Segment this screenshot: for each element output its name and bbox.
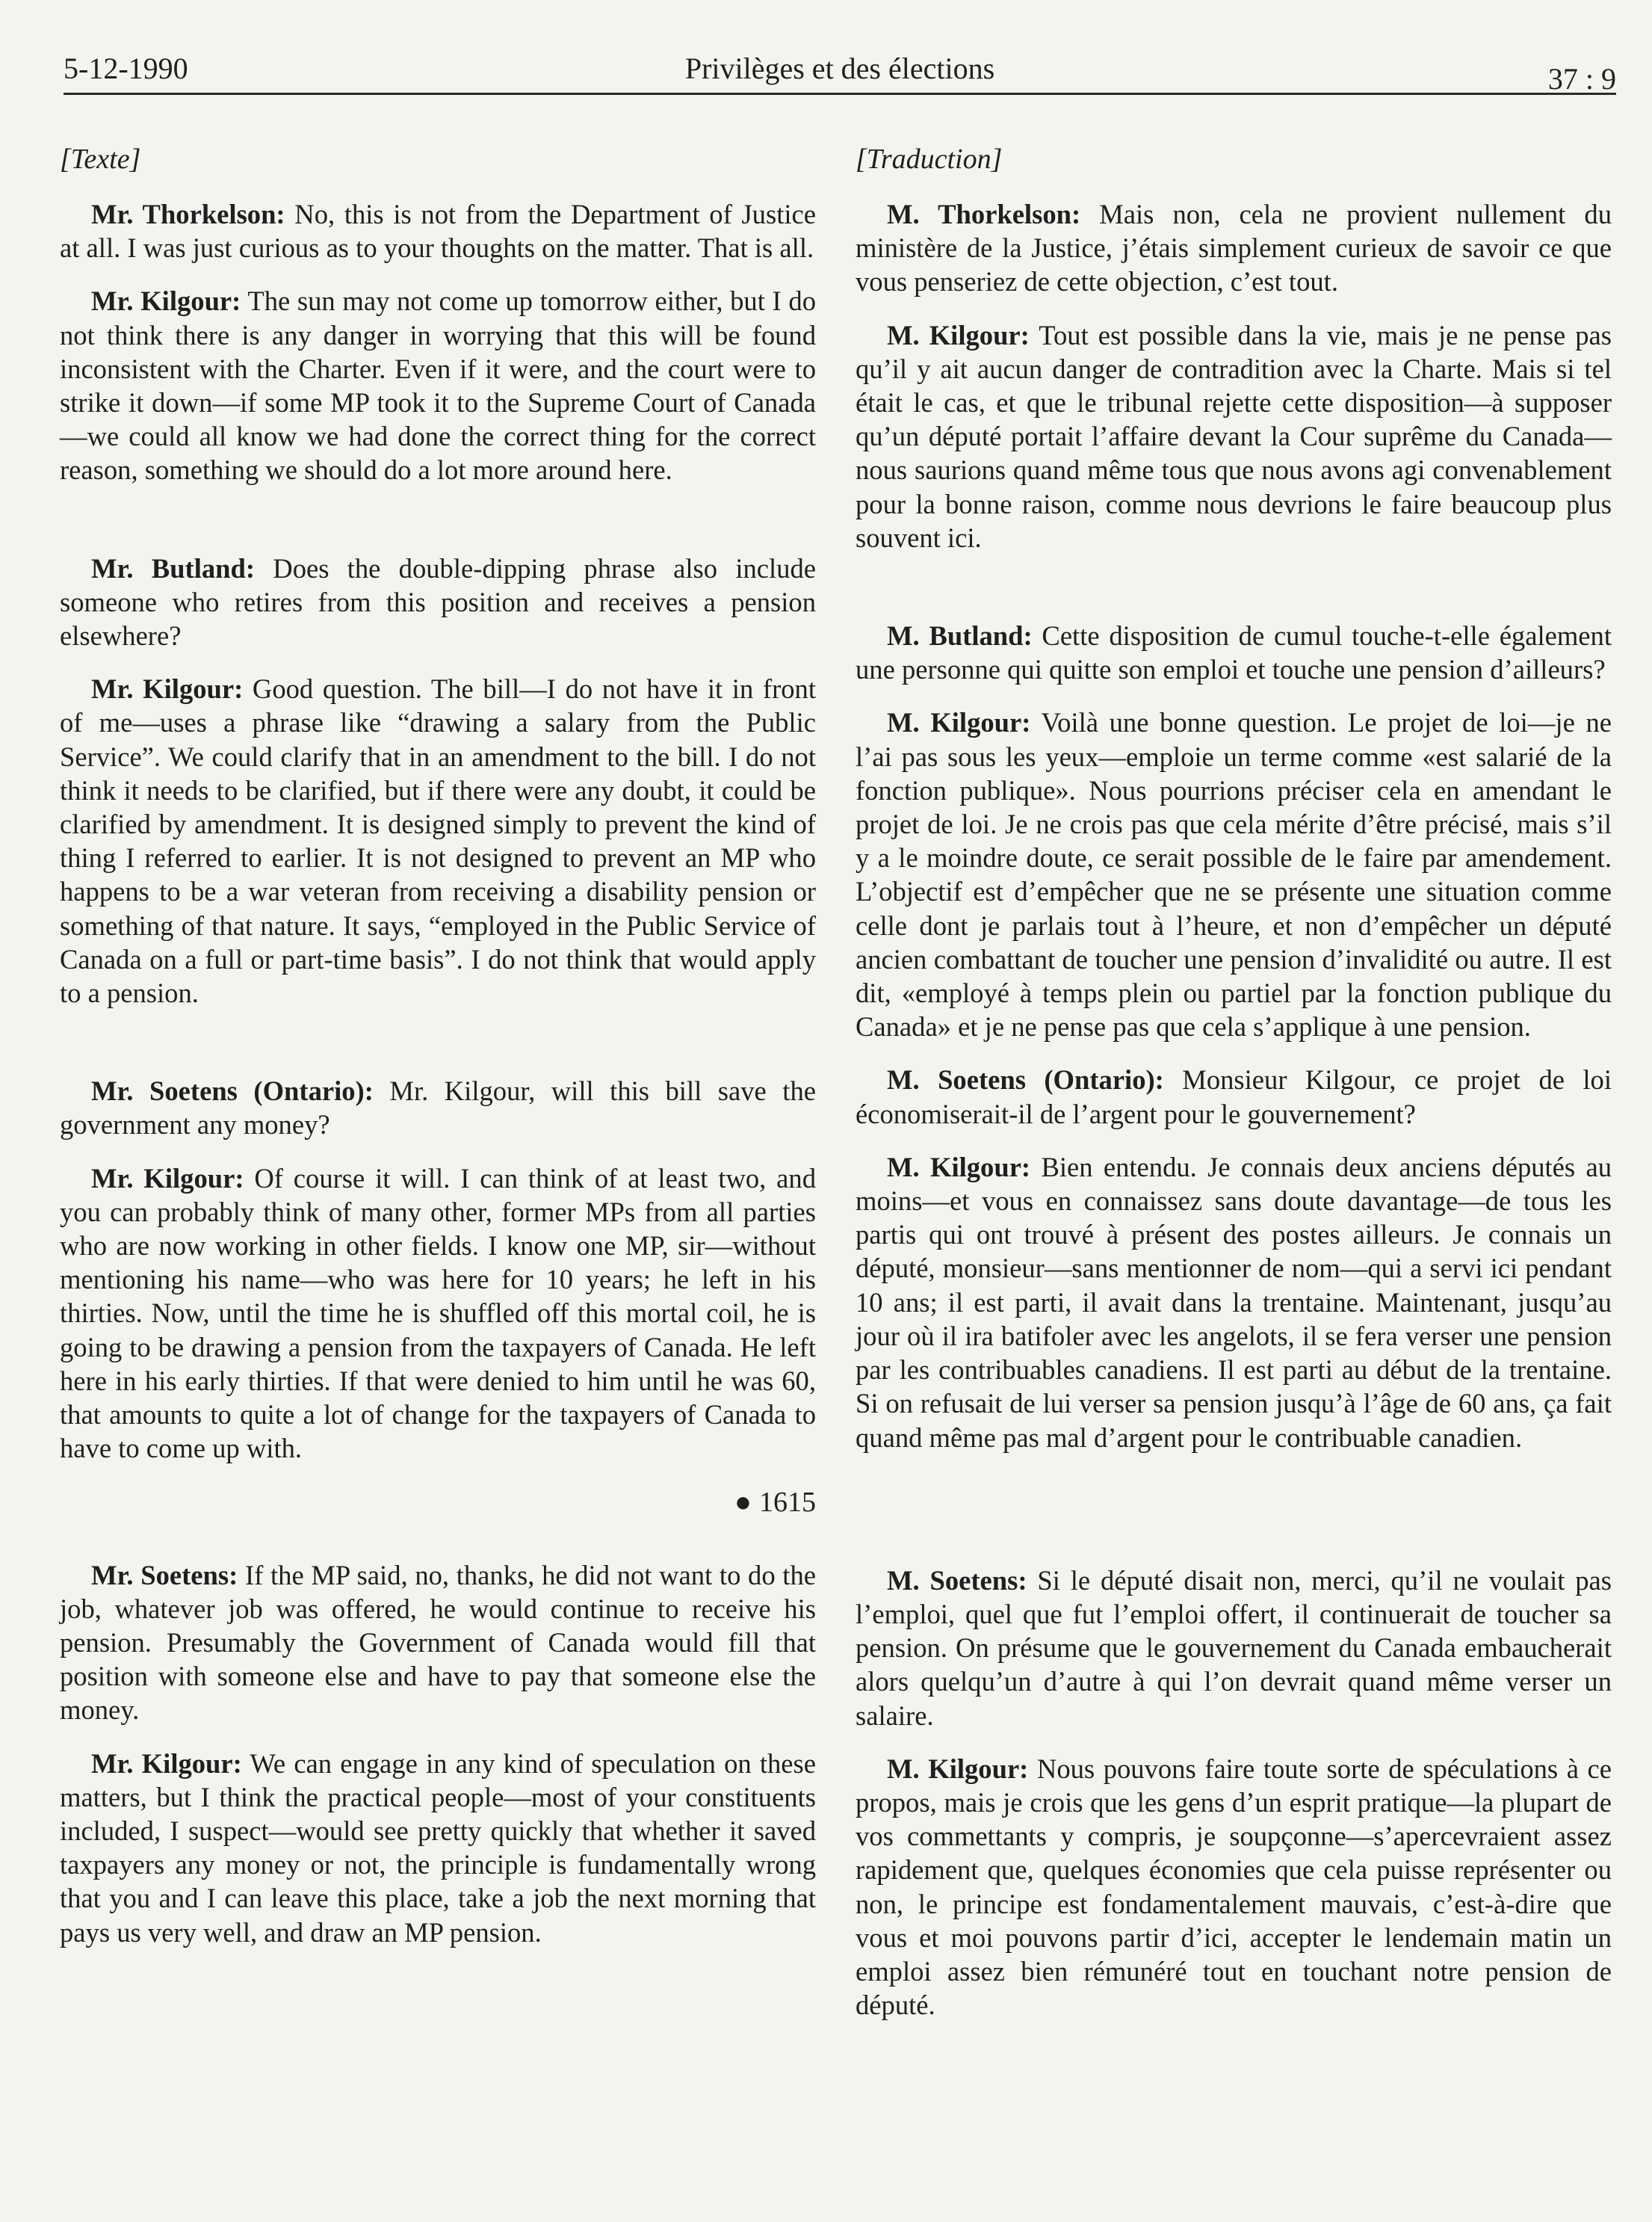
header-date: 5-12-1990 — [64, 52, 188, 85]
speech-text: Cette disposition de cumul touche-t-elle également une personne qui quitte son emploi et touche une pension d’ailleurs? — [856, 620, 1612, 685]
speaker-name: M. Soetens (Ontario): — [887, 1064, 1164, 1096]
speaker-name: M. Kilgour: — [887, 1151, 1031, 1182]
speaker-name: M. Kilgour: — [887, 1753, 1029, 1784]
speaker-name: M. Thorkelson: — [887, 199, 1081, 229]
speech-text: No, this is not from the Department of Justice at all. I was just curious as to your thoughts on the matter. That is all. — [60, 199, 816, 264]
speech-text: Does the double-dipping phrase also include someone who retires from this position and receives a pension elsewhere? — [60, 552, 816, 652]
paragraph — [60, 284, 816, 487]
paragraph — [60, 197, 816, 265]
paragraph — [60, 1161, 816, 1466]
speaker-name: Mr. Kilgour: — [91, 673, 244, 705]
speaker-name: M. Butland: — [887, 620, 1033, 652]
speaker-name: Mr. Kilgour: — [91, 1162, 244, 1194]
column-label-traduction: [Traduction] — [856, 143, 1003, 175]
speaker-name: Mr. Kilgour: — [91, 286, 241, 317]
speech-text: The sun may not come up tomorrow either, but I do not think there is any danger in worrying that this will be found inconsistent with the Charter. Even if it were, and the court were to strike it down—if some MP took it to the Supreme Court of Canada—we could all know we had done the correct thing for the correct reason, something we should do a lot more around here. — [60, 286, 816, 486]
paragraph — [856, 706, 1612, 1043]
speech-text: Monsieur Kilgour, ce projet de loi économiserait-il de l’argent pour le gouvernement? — [856, 1064, 1612, 1129]
speech-text: We can engage in any kind of speculation on these matters, but I think the practical people—most of your constituents included, I suspect—would see pretty quickly that whether it saved taxpayers any money or not, the principle is fundamentally wrong that you and I can leave this place, take a job the next morning that pays us very well, and draw an MP pension. — [60, 1747, 816, 1948]
paragraph — [856, 318, 1612, 555]
time-marker-value: 1615 — [759, 1486, 816, 1518]
speaker-name: Mr. Soetens: — [91, 1559, 238, 1590]
speech-text: Si le député disait non, merci, qu’il ne voulait pas l’emploi, quel que fut l’emploi offert, il continuerait de toucher sa pension. On présume que le gouvernement du Canada embaucherait alors quelqu’un d’autre à qui l’on devrait quand même verser un salaire. — [856, 1564, 1612, 1731]
column-label-texte: [Texte] — [60, 143, 141, 175]
speech-text: Tout est possible dans la vie, mais je ne pense pas qu’il y ait aucun danger de contradition avec la Charte. Mais si tel était le cas, et que le tribunal rejette cette disposition—à supposer qu’un député portait l’affaire devant la Cour suprême du Canada—nous saurions quand même tous que nous avons agi convenablement pour la bonne raison, comme nous devrions le faire beaucoup plus souvent ici. — [856, 319, 1612, 553]
speaker-name: Mr. Butland: — [91, 552, 256, 584]
page-header — [64, 45, 1616, 95]
spacer — [856, 1474, 1612, 1564]
paragraph — [60, 1074, 816, 1141]
speaker-name: M. Soetens: — [887, 1564, 1027, 1596]
speech-text: Bien entendu. Je connais deux anciens députés au moins—et vous en connaissez sans doute davantage—de tous les partis qui ont trouvé à présent des postes ailleurs. Je connais un député, monsieur—sans mentionner de nom—qui a servi ici pendant 10 ans; il est parti, il avait dans la trentaine. Maintenant, jusqu’au jour où il ira batifoler avec les angelots, il se fera verser une pension par les contribuables canadiens. Il est parti au début de la trentaine. Si on refusait de lui verser sa pension jusqu’à l’âge de 60 ans, ça fait quand même pas mal d’argent pour le contribuable canadien. — [856, 1151, 1612, 1453]
english-column — [60, 135, 816, 1969]
speech-text: If the MP said, no, thanks, he did not want to do the job, whatever job was offered, he would continue to receive his pension. Presumably the Government of Canada would fill that position with someone else and have to pay that someone else the money. — [60, 1559, 816, 1726]
paragraph — [60, 1747, 816, 1949]
paragraph — [856, 197, 1612, 299]
speaker-name: Mr. Kilgour: — [91, 1747, 242, 1779]
bullet-icon: ● — [734, 1486, 752, 1518]
spacer — [60, 1029, 816, 1074]
paragraph — [60, 552, 816, 653]
speech-text: Mr. Kilgour, will this bill save the government any money? — [60, 1075, 816, 1141]
speaker-name: Mr. Soetens (Ontario): — [91, 1075, 374, 1107]
speaker-name: M. Kilgour: — [887, 707, 1031, 738]
speech-text: Good question. The bill—I do not have it in front of me—uses a phrase like “drawing a salary from the Public Service”. We could clarify that in an amendment to the bill. I do not think it needs to be clarified, but if there were any doubt, it could be clarified by amendment. It is designed simply to prevent the kind of thing I referred to earlier. It is not designed to prevent an MP who happens to be a war veteran from receiving a disability pension or something of that nature. It says, “employed in the Public Service of Canada on a full or part-time basis”. I do not think that would apply to a pension. — [60, 673, 816, 1009]
paragraph — [856, 1063, 1612, 1130]
paragraph — [856, 1564, 1612, 1732]
time-marker — [60, 1485, 816, 1519]
paragraph — [856, 1752, 1612, 2022]
speech-text: Nous pouvons faire toute sorte de spéculations à ce propos, mais je crois que les gens d’un esprit pratique—la plupart de vos commettants y compris, je soupçonne—s’apercevraient assez rapidement que, quelques économies que cela puisse représenter ou non, le principe est fondamentalement mauvais, c’est-à-dire que vous et moi pouvons partir d’ici, accepter le lendemain matin un emploi assez bien rémunéré tout en touchant notre pension de député. — [856, 1753, 1612, 2021]
paragraph — [60, 672, 816, 1010]
spacer — [856, 574, 1612, 619]
spacer — [60, 507, 816, 552]
speaker-name: Mr. Thorkelson: — [91, 199, 285, 229]
header-title: Privilèges et des élections — [684, 52, 995, 85]
paragraph — [856, 619, 1612, 686]
speech-text: Mais non, cela ne provient nullement du ministère de la Justice, j’étais simplement curieux de savoir ce que vous penseriez de cette objection, c’est tout. — [856, 199, 1612, 297]
speech-text: Voilà une bonne question. Le projet de loi—je ne l’ai pas sous les yeux—emploie un terme comme «est salarié de la fonction publique». Nous pourrions préciser cela en amendant le projet de loi. Je ne crois pas que cela mérite d’être précisé, mais s’il y a le moindre doute, ce serait possible de le faire par amendement. L’objectif est d’empêcher que ne se présente une situation comme celle dont je parlais tout à l’heure, et non d’empêcher un député ancien combattant de toucher une pension d’invalidité ou autre. Il est dit, «employé à temps plein ou partiel par la fonction publique du Canada» et je ne pense pas que cela s’applique à une pension. — [856, 707, 1612, 1043]
paragraph — [60, 1558, 816, 1727]
french-column — [856, 135, 1612, 2041]
speech-text: Of course it will. I can think of at least two, and you can probably think of many other, former MPs from all parties who are now working in other fields. I know one MP, sir—without mentioning his name—who was here for 10 years; he left in his thirties. Now, until the time he is shuffled off this mortal coil, he is going to be drawing a pension from the taxpayers of Canada. He left here in his early thirties. If that were denied to him until he was 60, that amounts to quite a lot of change for the taxpayers of Canada to have to come up with. — [60, 1162, 816, 1464]
header-page-number: 37 : 9 — [1547, 62, 1616, 96]
paragraph — [856, 1150, 1612, 1454]
speaker-name: M. Kilgour: — [887, 319, 1030, 351]
